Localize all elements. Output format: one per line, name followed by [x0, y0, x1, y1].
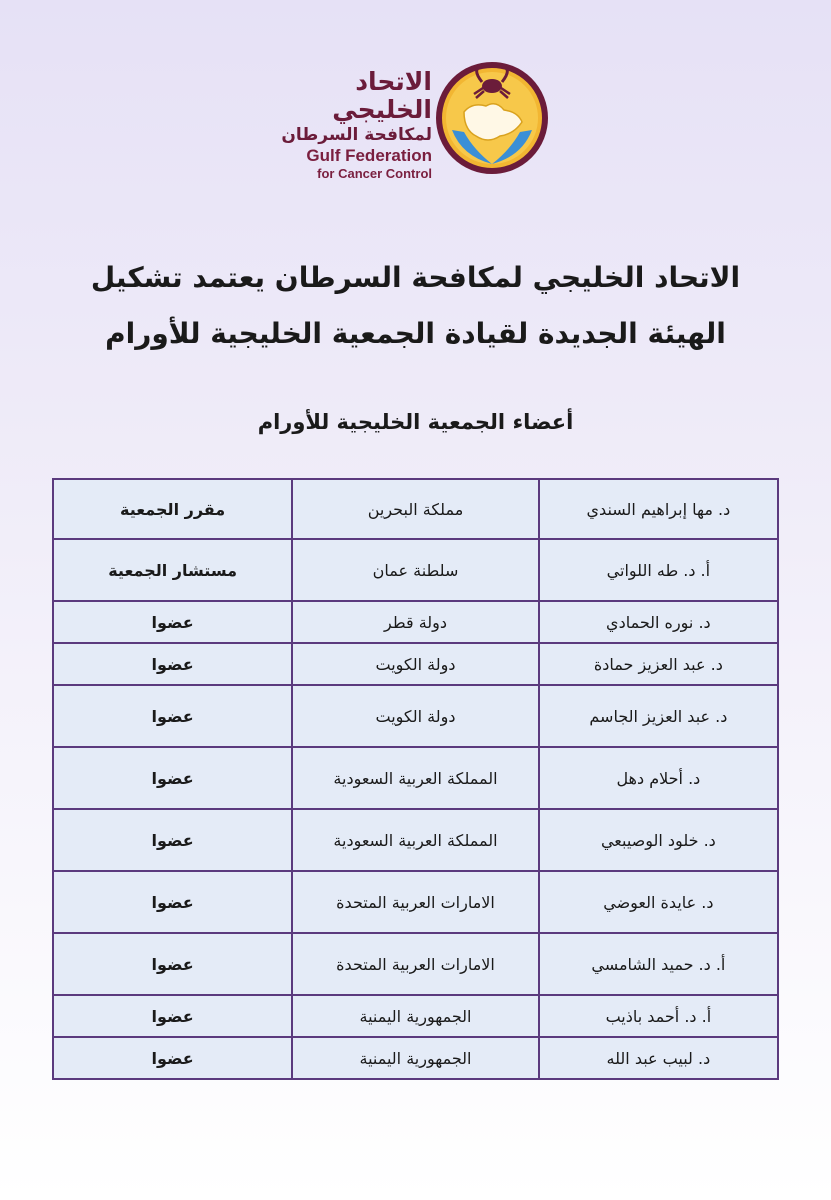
title-line-1: الاتحاد الخليجي لمكافحة السرطان يعتمد تشكيل — [90, 261, 741, 294]
table-row — [53, 1037, 778, 1079]
table-row — [53, 643, 778, 685]
logo-arabic-line1: الاتحاد الخليجي — [332, 67, 432, 124]
member-name: د. نوره الحمادي — [539, 601, 778, 643]
member-name: د. مها إبراهيم السندي — [539, 479, 778, 539]
table-row — [53, 601, 778, 643]
member-name: أ. د. حميد الشامسي — [539, 933, 778, 995]
member-role: مقرر الجمعية — [53, 479, 292, 539]
member-role: مستشار الجمعية — [53, 539, 292, 601]
table-row — [53, 871, 778, 933]
member-role: عضوا — [53, 933, 292, 995]
table-row — [53, 539, 778, 601]
member-country: الجمهورية اليمنية — [292, 995, 539, 1037]
member-role: عضوا — [53, 685, 292, 747]
member-name: د. أحلام دهل — [539, 747, 778, 809]
member-role: عضوا — [53, 643, 292, 685]
member-country: مملكة البحرين — [292, 479, 539, 539]
member-role: عضوا — [53, 995, 292, 1037]
member-role: عضوا — [53, 809, 292, 871]
member-name: د. عبد العزيز حمادة — [539, 643, 778, 685]
member-name: د. لبيب عبد الله — [539, 1037, 778, 1079]
table-row — [53, 747, 778, 809]
member-role: عضوا — [53, 601, 292, 643]
member-name: أ. د. أحمد باذيب — [539, 995, 778, 1037]
logo-text — [262, 68, 432, 182]
member-country: المملكة العربية السعودية — [292, 809, 539, 871]
member-country: الامارات العربية المتحدة — [292, 933, 539, 995]
table-row — [53, 479, 778, 539]
table-row — [53, 685, 778, 747]
member-country: الجمهورية اليمنية — [292, 1037, 539, 1079]
member-country: دولة الكويت — [292, 643, 539, 685]
table-row — [53, 809, 778, 871]
title-line-2: الهيئة الجديدة لقيادة الجمعية الخليجية للأورام — [105, 317, 726, 350]
members-table — [52, 478, 779, 1080]
members-subtitle: أعضاء الجمعية الخليجية للأورام — [257, 410, 574, 434]
crab-hands-map-emblem-icon — [434, 60, 550, 176]
logo-arabic-line2: لمكافحة السرطان — [281, 125, 432, 145]
member-country: الامارات العربية المتحدة — [292, 871, 539, 933]
member-name: د. عايدة العوضي — [539, 871, 778, 933]
member-country: دولة قطر — [292, 601, 539, 643]
member-country: سلطنة عمان — [292, 539, 539, 601]
logo — [281, 60, 550, 181]
member-country: دولة الكويت — [292, 685, 539, 747]
page-title — [40, 250, 791, 362]
member-name: د. عبد العزيز الجاسم — [539, 685, 778, 747]
logo-english-line2: for Cancer Control — [317, 166, 432, 181]
member-country: المملكة العربية السعودية — [292, 747, 539, 809]
member-role: عضوا — [53, 1037, 292, 1079]
table-row — [53, 995, 778, 1037]
member-name: د. خلود الوصيبعي — [539, 809, 778, 871]
table-row — [53, 933, 778, 995]
member-role: عضوا — [53, 871, 292, 933]
member-role: عضوا — [53, 747, 292, 809]
member-name: أ. د. طه اللواتي — [539, 539, 778, 601]
logo-english-line1: Gulf Federation — [306, 146, 432, 165]
